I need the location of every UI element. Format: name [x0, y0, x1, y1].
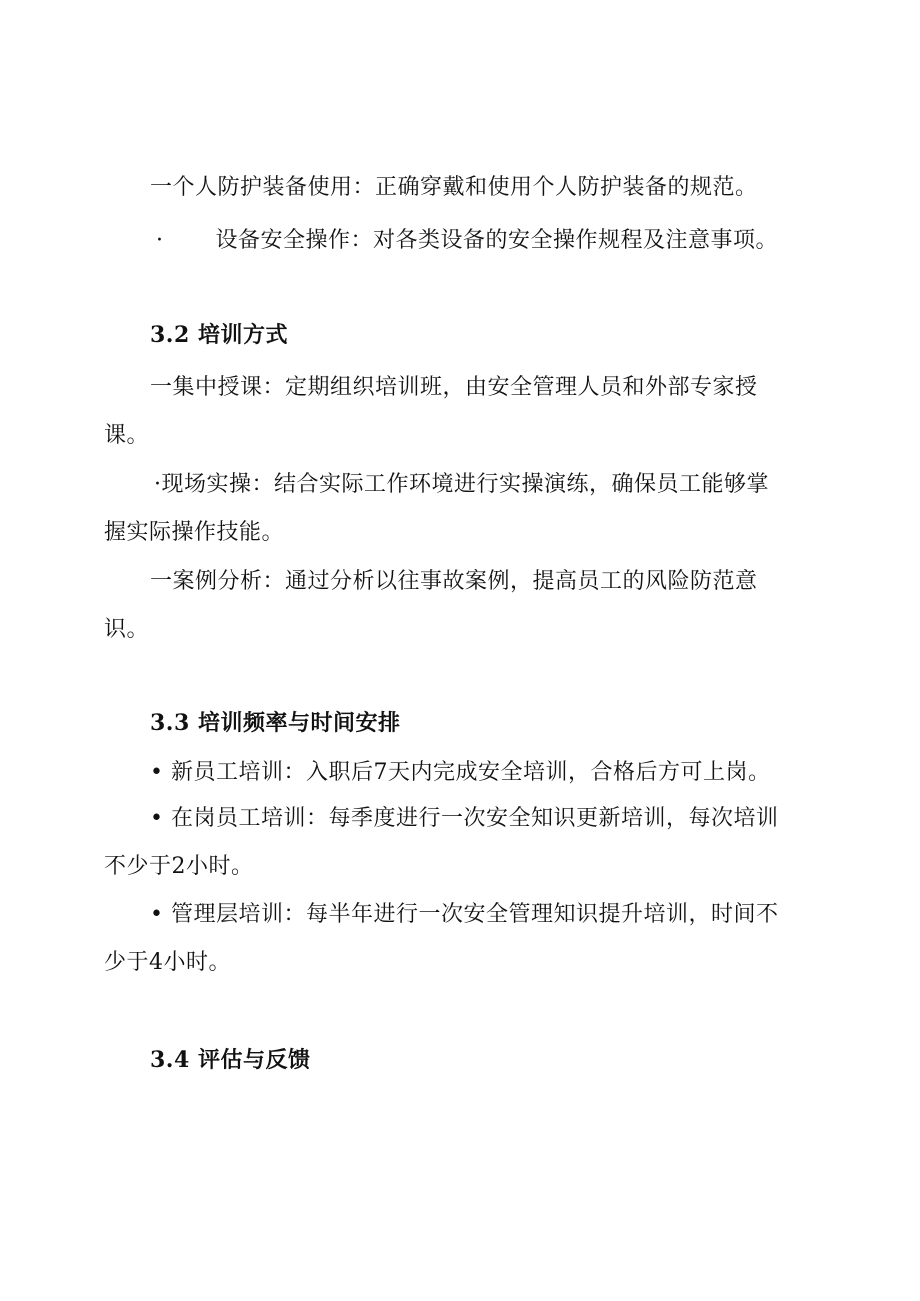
text-line-onduty: • 在岗员工培训：每季度进行一次安全知识更新培训，每次培训: [150, 806, 779, 831]
section-title: 培训频率与时间安排: [197, 710, 401, 736]
section-number: 3.4: [150, 1047, 190, 1073]
text-line-lecture: 一集中授课：定期组织培训班，由安全管理人员和外部专家授: [150, 375, 758, 400]
section-heading-3-4: [150, 1045, 310, 1075]
text-line-practice-cont: 握实际操作技能。: [104, 520, 285, 545]
text-line-onduty-cont: 不少于2小时。: [104, 854, 254, 879]
text-line-management-cont: 少于4小时。: [104, 950, 231, 975]
text-line-new-staff: • 新员工培训：入职后7天内完成安全培训，合格后方可上岗。: [150, 760, 771, 785]
section-title: 培训方式: [197, 322, 288, 348]
text-line-management: • 管理层培训：每半年进行一次安全管理知识提升培训，时间不: [150, 902, 779, 927]
text-line-practice: ·现场实操：结合实际工作环境进行实操演练，确保员工能够掌: [154, 472, 769, 497]
section-number: 3.3: [150, 710, 190, 736]
section-heading-3-3: [150, 708, 400, 738]
text-line-ppe: 一个人防护装备使用：正确穿戴和使用个人防护装备的规范。: [150, 175, 758, 200]
section-title: 评估与反馈: [197, 1047, 311, 1073]
text-line-case-cont: 识。: [104, 617, 150, 642]
text-line-case: 一案例分析：通过分析以往事故案例，提高员工的风险防范意: [150, 569, 758, 594]
bullet-dot: ·: [156, 228, 164, 253]
bullet-text: 设备安全操作：对各类设备的安全操作规程及注意事项。: [215, 228, 779, 253]
section-number: 3.2: [150, 322, 190, 348]
text-line-lecture-cont: 课。: [104, 423, 150, 448]
bullet-item-equipment: [156, 226, 778, 256]
section-heading-3-2: [150, 320, 288, 350]
